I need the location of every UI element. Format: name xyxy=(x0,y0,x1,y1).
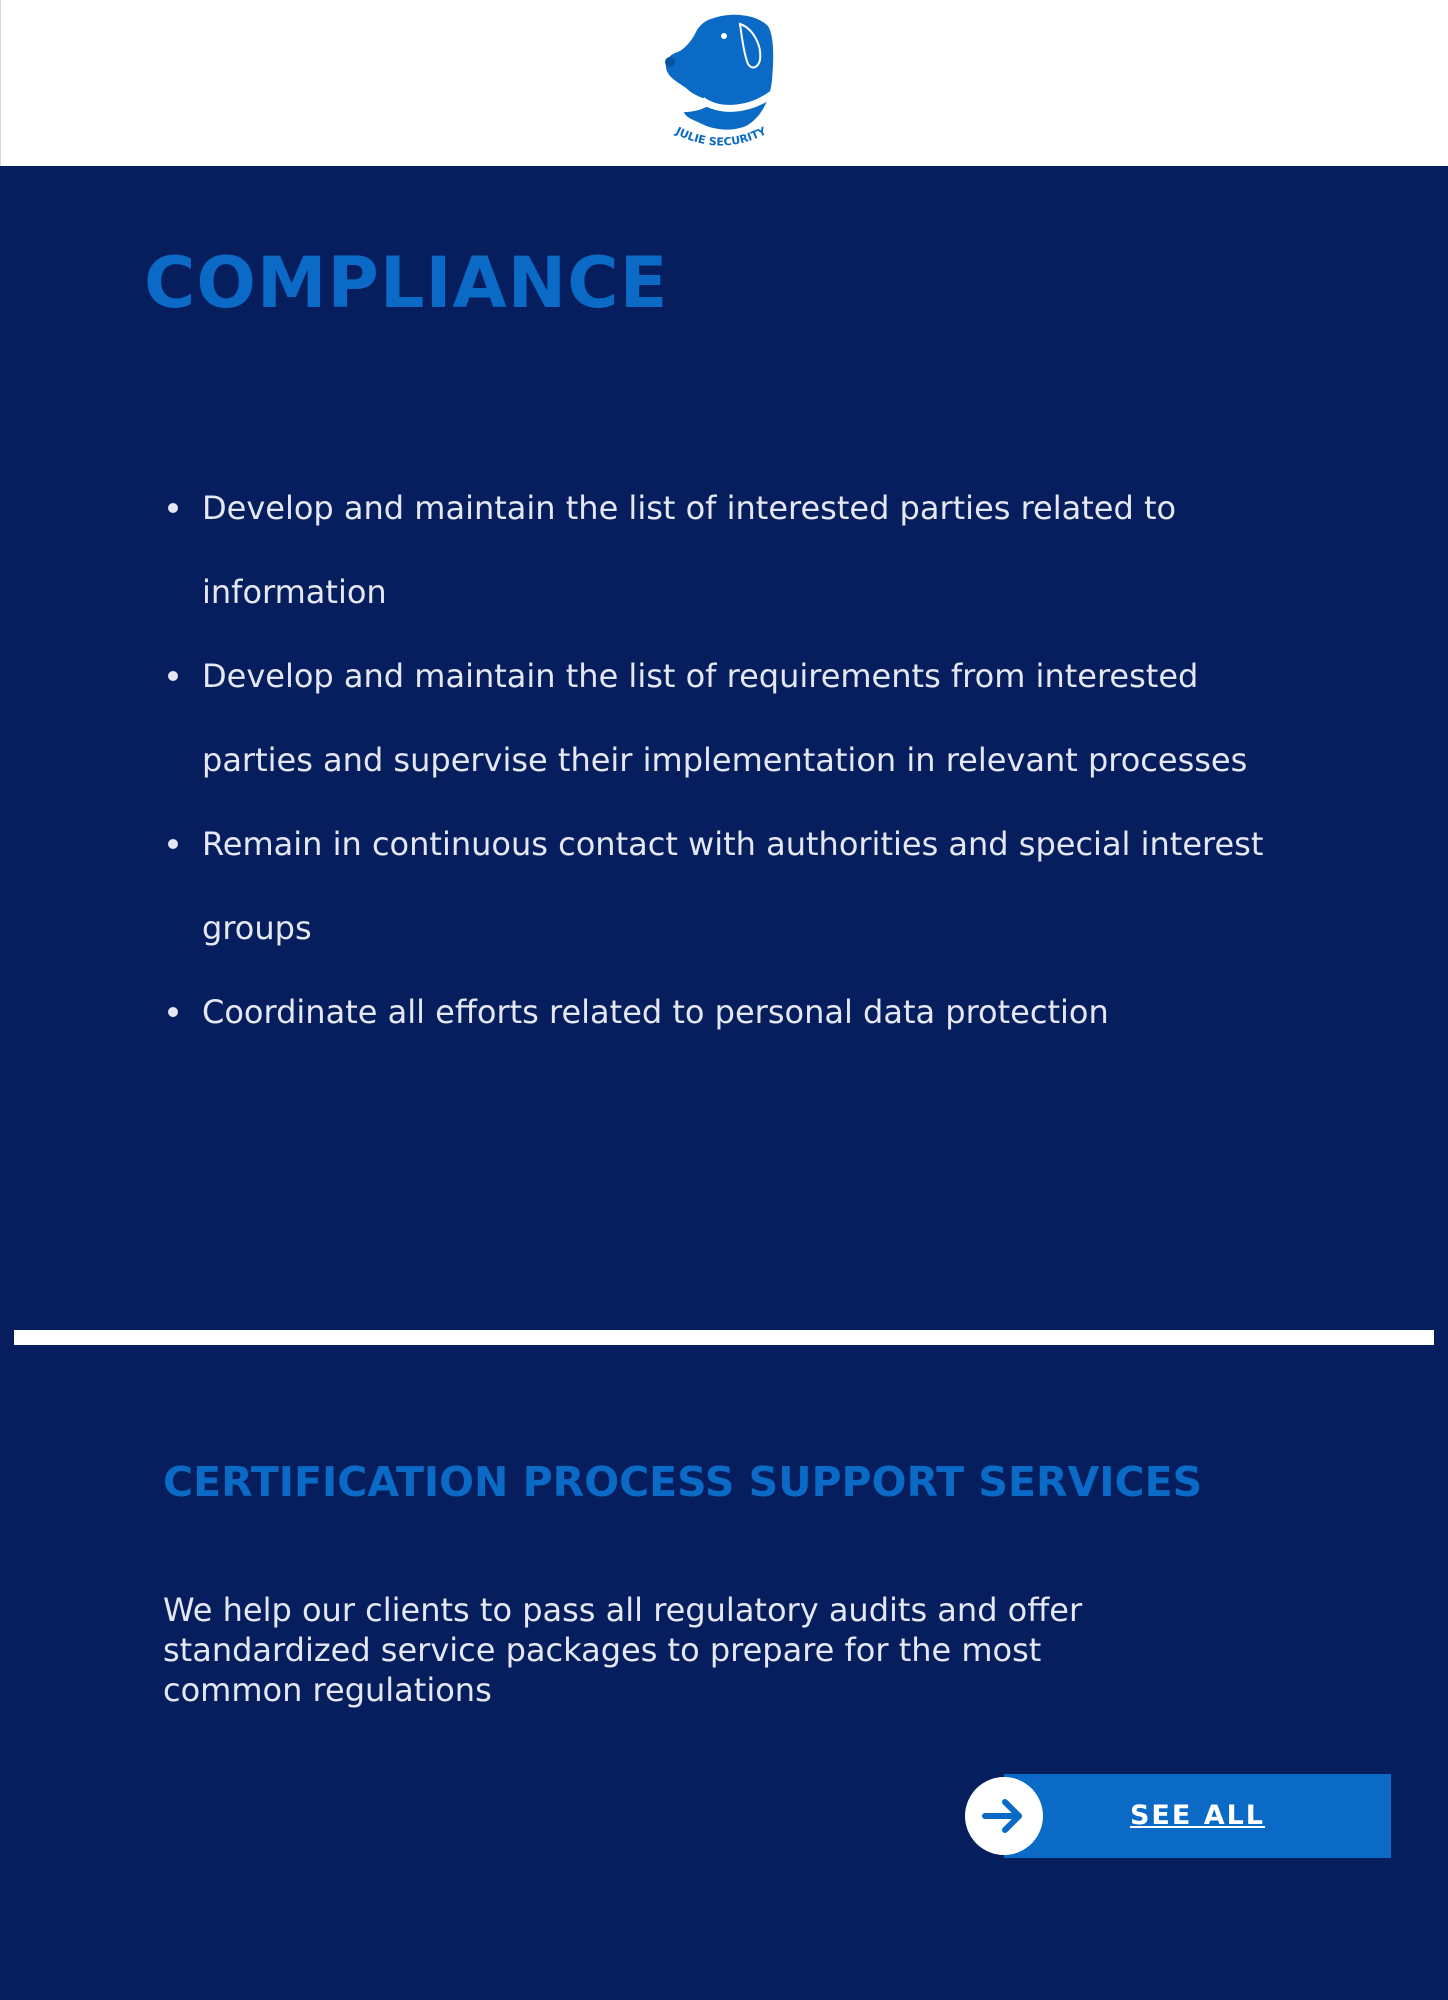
arrow-right-icon xyxy=(981,1793,1027,1839)
list-item-text: Remain in continuous contact with authorities and special interest groups xyxy=(202,825,1264,947)
compliance-list xyxy=(144,466,1304,1054)
list-item xyxy=(144,466,1304,634)
compliance-section xyxy=(0,166,1448,2000)
list-item xyxy=(144,970,1304,1054)
bullet-icon xyxy=(168,1007,178,1017)
section-divider xyxy=(14,1330,1434,1345)
list-item xyxy=(144,802,1304,970)
julie-security-logo[interactable] xyxy=(656,8,786,164)
bullet-icon xyxy=(168,839,178,849)
certification-description: We help our clients to pass all regulatory audits and offer standardized service packages to prepare for the most common regulations xyxy=(163,1591,1083,1709)
logo-text: JULIE SECURITY xyxy=(673,124,769,149)
list-item-text: Coordinate all efforts related to personal data protection xyxy=(202,993,1109,1031)
site-header xyxy=(0,0,1448,166)
list-item-text: Develop and maintain the list of requirements from interested parties and supervise their implementation in relevant processes xyxy=(202,657,1248,779)
list-item xyxy=(144,634,1304,802)
compliance-title: COMPLIANCE xyxy=(144,242,669,324)
bullet-icon xyxy=(168,503,178,513)
certification-title: CERTIFICATION PROCESS SUPPORT SERVICES xyxy=(163,1458,1203,1506)
see-all-label[interactable]: SEE ALL xyxy=(1129,1800,1266,1831)
see-all-button[interactable] xyxy=(965,1774,1391,1858)
list-item-text: Develop and maintain the list of interested parties related to information xyxy=(202,489,1177,611)
see-all-icon-circle[interactable] xyxy=(965,1777,1043,1855)
bullet-icon xyxy=(168,671,178,681)
